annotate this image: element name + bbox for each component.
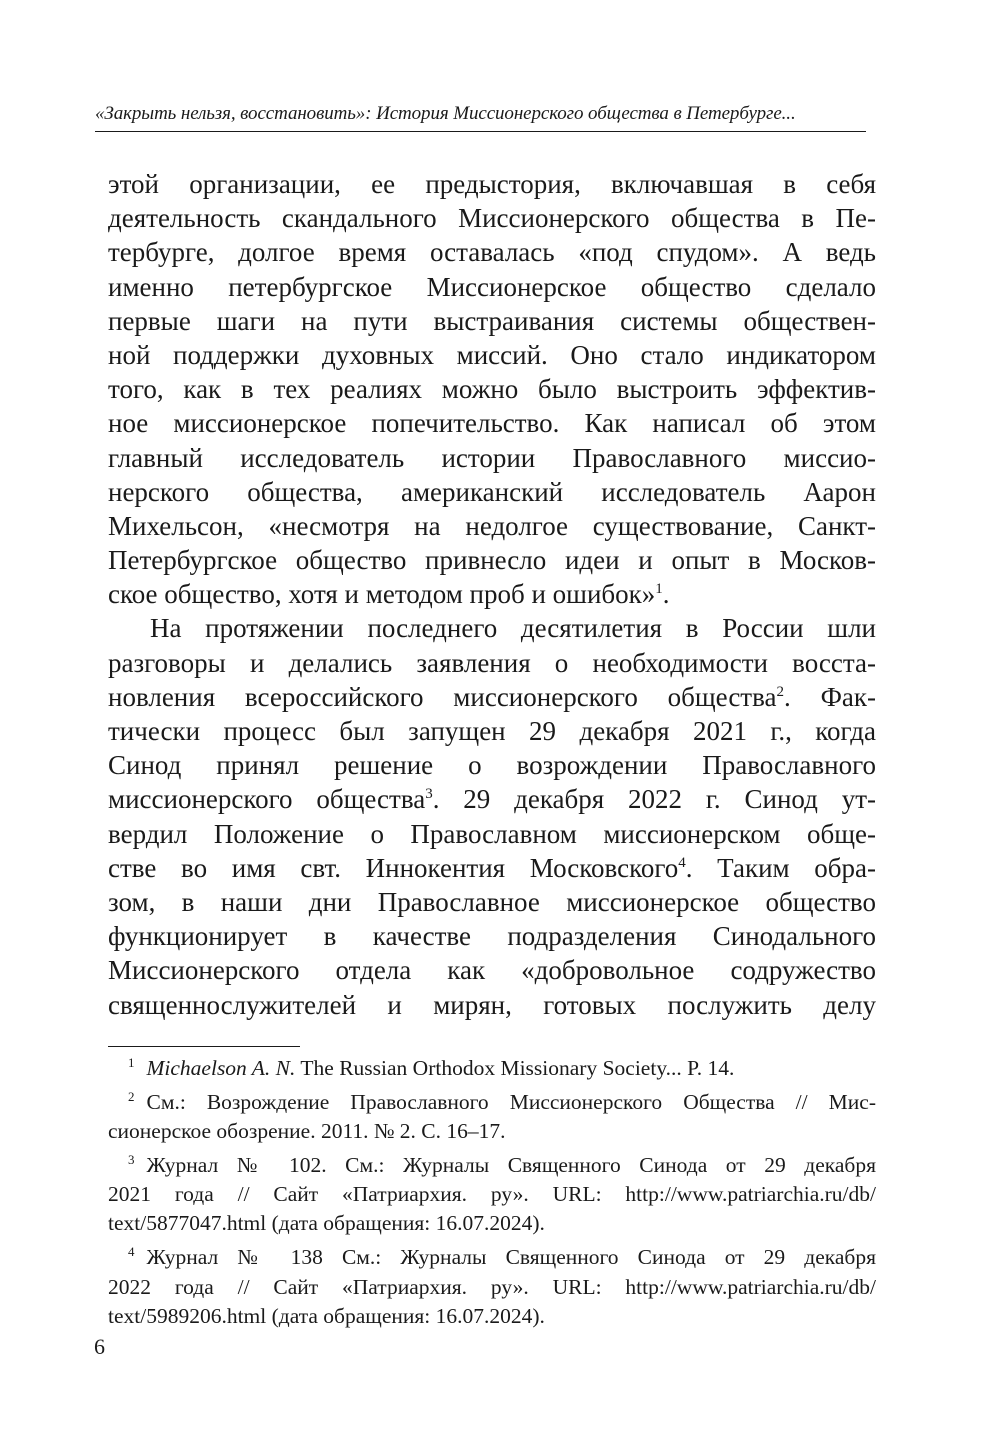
text-line — [108, 680, 876, 714]
footnote-1 — [108, 1054, 876, 1083]
text-line: функционирует в качестве подразделения Синодального — [108, 921, 876, 952]
text-line: зом, в наши дни Православное миссионерское общество — [108, 886, 876, 917]
footnote-ref-1[interactable]: 1 — [655, 581, 663, 598]
text-segment: . Фак- — [784, 681, 876, 712]
text-line: На протяжении последнего десятилетия в России шли — [150, 613, 876, 644]
text-segment: См.: Возрождение Православного Миссионерского Общества // Мис- — [146, 1089, 876, 1114]
page-number: 6 — [94, 1334, 105, 1359]
text-line: главный исследователь истории Православного миссио- — [108, 442, 876, 473]
text-line — [108, 1054, 876, 1083]
footnote-ref-2[interactable]: 2 — [776, 683, 784, 700]
text-line: вердил Положение о Православном миссионерском обще- — [108, 818, 876, 849]
text-line — [108, 1243, 876, 1272]
text-line: деятельность скандального Миссионерского общества в Пе- — [108, 203, 876, 234]
running-head: «Закрыть нельзя, восстановить»: История Миссионерского общества в Петербурге... — [95, 103, 796, 124]
paragraph-2 — [108, 611, 876, 1021]
footnote-number: 1 — [128, 1055, 135, 1070]
text-line — [108, 577, 876, 611]
footnote-number: 2 — [128, 1088, 135, 1104]
text-line: этой организации, ее предыстория, включавшая в себя — [108, 169, 876, 199]
text-segment: . 29 декабря 2022 г. Синод ут- — [432, 784, 876, 815]
text-line: священнослужителей и мирян, готовых послужить делу — [108, 989, 876, 1020]
text-segment: . Таким обра- — [685, 852, 877, 883]
text-line: именно петербургское Миссионерское общество сделало — [108, 271, 876, 302]
text-line: Миссионерского отдела как «добровольное содружество — [108, 955, 876, 986]
text-line: text/5989206.html (дата обращения: 16.07.2024). — [108, 1303, 545, 1328]
footnote-ref-3[interactable]: 3 — [425, 786, 433, 803]
text-line — [108, 1151, 876, 1180]
text-line: первые шаги на пути выстраивания системы обществен- — [108, 305, 876, 336]
text-line: text/5877047.html (дата обращения: 16.07.2024). — [108, 1211, 545, 1236]
text-line: нерского общества, американский исследователь Аарон — [108, 476, 876, 507]
footnote-4 — [108, 1243, 876, 1331]
text-line: Синод принял решение о возрождении Православного — [108, 750, 876, 781]
text-line: разговоры и делались заявления о необходимости восста- — [108, 647, 876, 678]
text-segment: ское общество, хотя и методом проб и ошибок» — [108, 579, 656, 610]
text-segment: стве во имя свт. Иннокентия Московского — [108, 852, 679, 883]
main-text — [108, 167, 876, 1022]
text-segment: новления всероссийского миссионерского общества — [108, 681, 777, 712]
text-line: Михельсон, «несмотря на недолгое существование, Санкт- — [108, 510, 876, 541]
text-line: 2021 года // Сайт «Патриархия. ру». URL: http://www.patriarchia.ru/db/ — [108, 1182, 876, 1207]
text-line — [108, 782, 876, 816]
footnote-3 — [108, 1151, 876, 1239]
footnote-rule — [108, 1046, 300, 1047]
text-line: того, как в тех реалиях можно было выстроить эффектив- — [108, 374, 876, 405]
footnote-number: 3 — [128, 1151, 135, 1167]
footnotes — [108, 1054, 876, 1336]
text-line: сионерское обозрение. 2011. № 2. С. 16–17. — [108, 1119, 506, 1144]
header-rule — [95, 131, 866, 132]
text-segment: The Russian Orthodox Missionary Society... P. 14. — [300, 1056, 735, 1080]
footnote-number: 4 — [128, 1244, 135, 1260]
text-line: тически процесс был запущен 29 декабря 2021 г., когда — [108, 716, 876, 746]
paragraph-1 — [108, 167, 876, 611]
text-line — [108, 851, 876, 885]
text-segment: миссионерского общества — [108, 784, 426, 815]
footnote-author: Michaelson A. N. — [146, 1056, 296, 1080]
text-segment: Журнал № 138 См.: Журналы Священного Синода от 29 декабря — [146, 1245, 876, 1270]
text-line: тербурге, долгое время оставалась «под спудом». А ведь — [108, 237, 876, 268]
footnote-2 — [108, 1088, 876, 1147]
text-line: 2022 года // Сайт «Патриархия. ру». URL: http://www.patriarchia.ru/db/ — [108, 1274, 876, 1299]
text-segment: Журнал № 102. См.: Журналы Священного Синода от 29 декабря — [146, 1152, 876, 1177]
text-line — [108, 1088, 876, 1117]
text-segment: . — [662, 579, 670, 610]
text-line: ной поддержки духовных миссий. Оно стало индикатором — [108, 339, 876, 370]
text-line: Петербургское общество привнесло идеи и опыт в Москов- — [108, 545, 876, 576]
footnote-ref-4[interactable]: 4 — [678, 854, 686, 871]
text-line: ное миссионерское попечительство. Как написал об этом — [108, 408, 876, 439]
